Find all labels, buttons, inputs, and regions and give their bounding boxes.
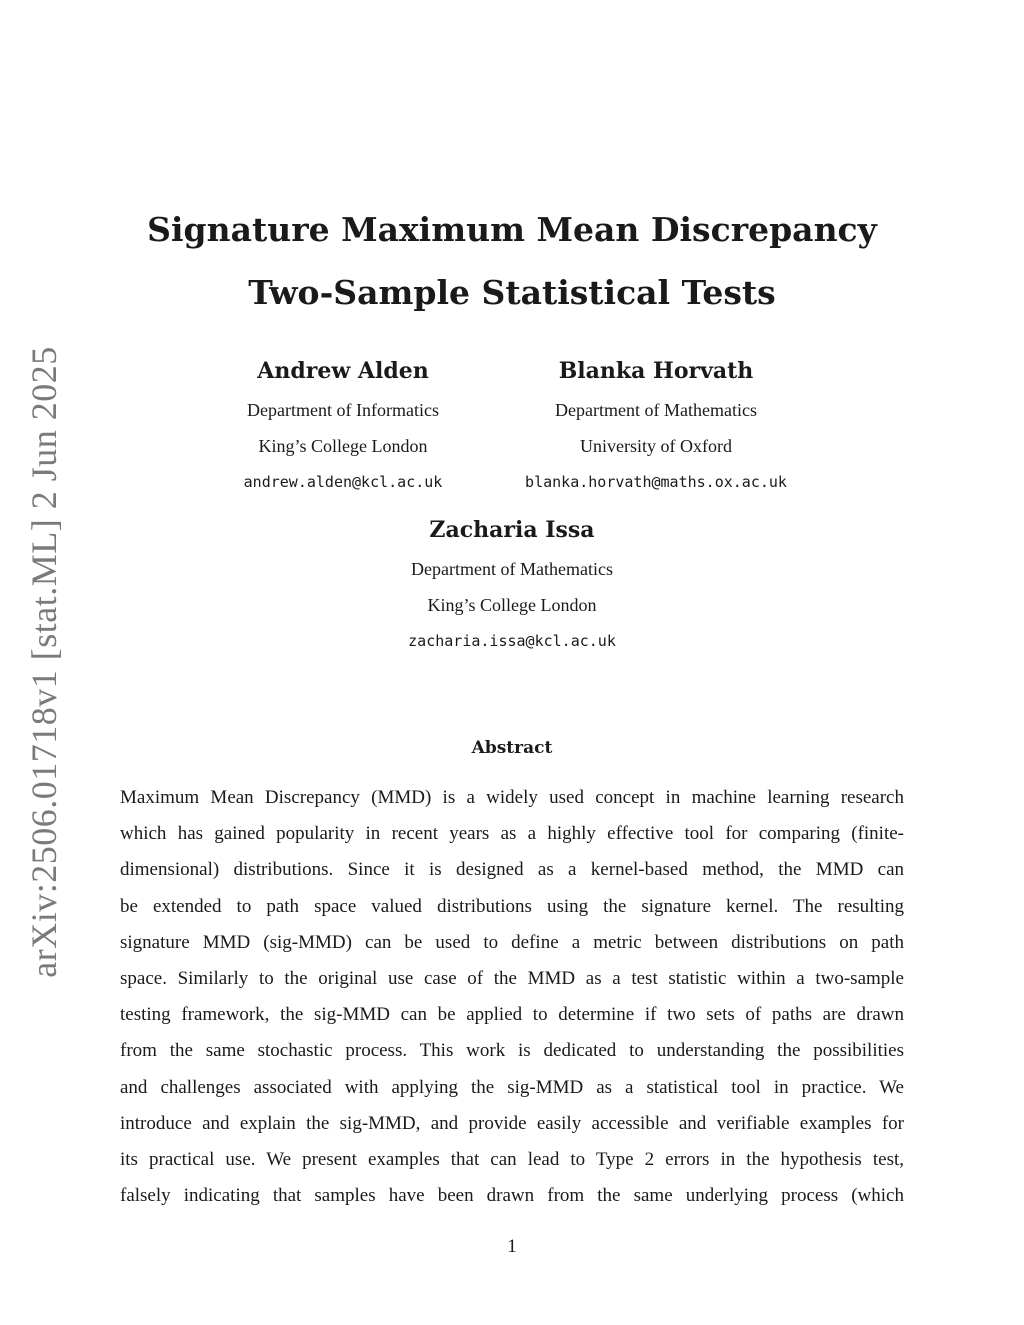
author-institution: University of Oxford bbox=[580, 436, 732, 456]
abstract-heading: Abstract bbox=[471, 738, 553, 758]
author-block-horvath bbox=[506, 357, 806, 493]
abstract-line: introduce and explain the sig-MMD, and provide easily accessible and verifiable examples for bbox=[120, 1112, 904, 1134]
page-number: 1 bbox=[507, 1236, 517, 1257]
author-department: Department of Mathematics bbox=[411, 559, 613, 579]
author-name: Blanka Horvath bbox=[558, 358, 754, 384]
author-email[interactable]: blanka.horvath@maths.ox.ac.uk bbox=[525, 473, 787, 491]
paper-title-line-2: Two-Sample Statistical Tests bbox=[248, 273, 776, 312]
author-email[interactable]: andrew.alden@kcl.ac.uk bbox=[243, 473, 443, 491]
paper-title-line-1: Signature Maximum Mean Discrepancy bbox=[147, 210, 877, 249]
abstract-line: its practical use. We present examples that can lead to Type 2 errors in the hypothesis test, bbox=[120, 1148, 904, 1170]
abstract-line: from the same stochastic process. This work is dedicated to understanding the possibilities bbox=[120, 1040, 904, 1062]
author-department: Department of Informatics bbox=[247, 400, 439, 420]
abstract-line: which has gained popularity in recent years as a highly effective tool for comparing (finite- bbox=[120, 823, 904, 845]
author-block-issa bbox=[362, 516, 662, 652]
abstract-line: dimensional) distributions. Since it is designed as a kernel-based method, the MMD can bbox=[120, 859, 904, 881]
abstract-line: falsely indicating that samples have been drawn from the same underlying process (which bbox=[120, 1185, 904, 1207]
author-name: Zacharia Issa bbox=[429, 517, 595, 543]
abstract-line: space. Similarly to the original use case of the MMD as a test statistic within a two-sample bbox=[120, 967, 904, 989]
abstract-line: and challenges associated with applying the sig-MMD as a statistical tool in practice. We bbox=[120, 1076, 904, 1098]
author-block-alden bbox=[193, 357, 493, 493]
abstract-line: be extended to path space valued distributions using the signature kernel. The resulting bbox=[120, 895, 904, 917]
author-institution: King’s College London bbox=[258, 436, 428, 456]
author-name: Andrew Alden bbox=[257, 358, 429, 384]
abstract-body bbox=[120, 780, 904, 1214]
arxiv-identifier-stamp: arXiv:2506.01718v1 [stat.ML] 2 Jun 2025 bbox=[24, 346, 64, 978]
abstract-line: testing framework, the sig-MMD can be applied to determine if two sets of paths are drawn bbox=[120, 1004, 904, 1026]
abstract-line: signature MMD (sig-MMD) can be used to define a metric between distributions on path bbox=[120, 931, 904, 953]
abstract-line: Maximum Mean Discrepancy (MMD) is a widely used concept in machine learning research bbox=[120, 787, 904, 808]
author-institution: King’s College London bbox=[427, 595, 597, 615]
author-department: Department of Mathematics bbox=[555, 400, 757, 420]
author-email[interactable]: zacharia.issa@kcl.ac.uk bbox=[408, 632, 616, 650]
